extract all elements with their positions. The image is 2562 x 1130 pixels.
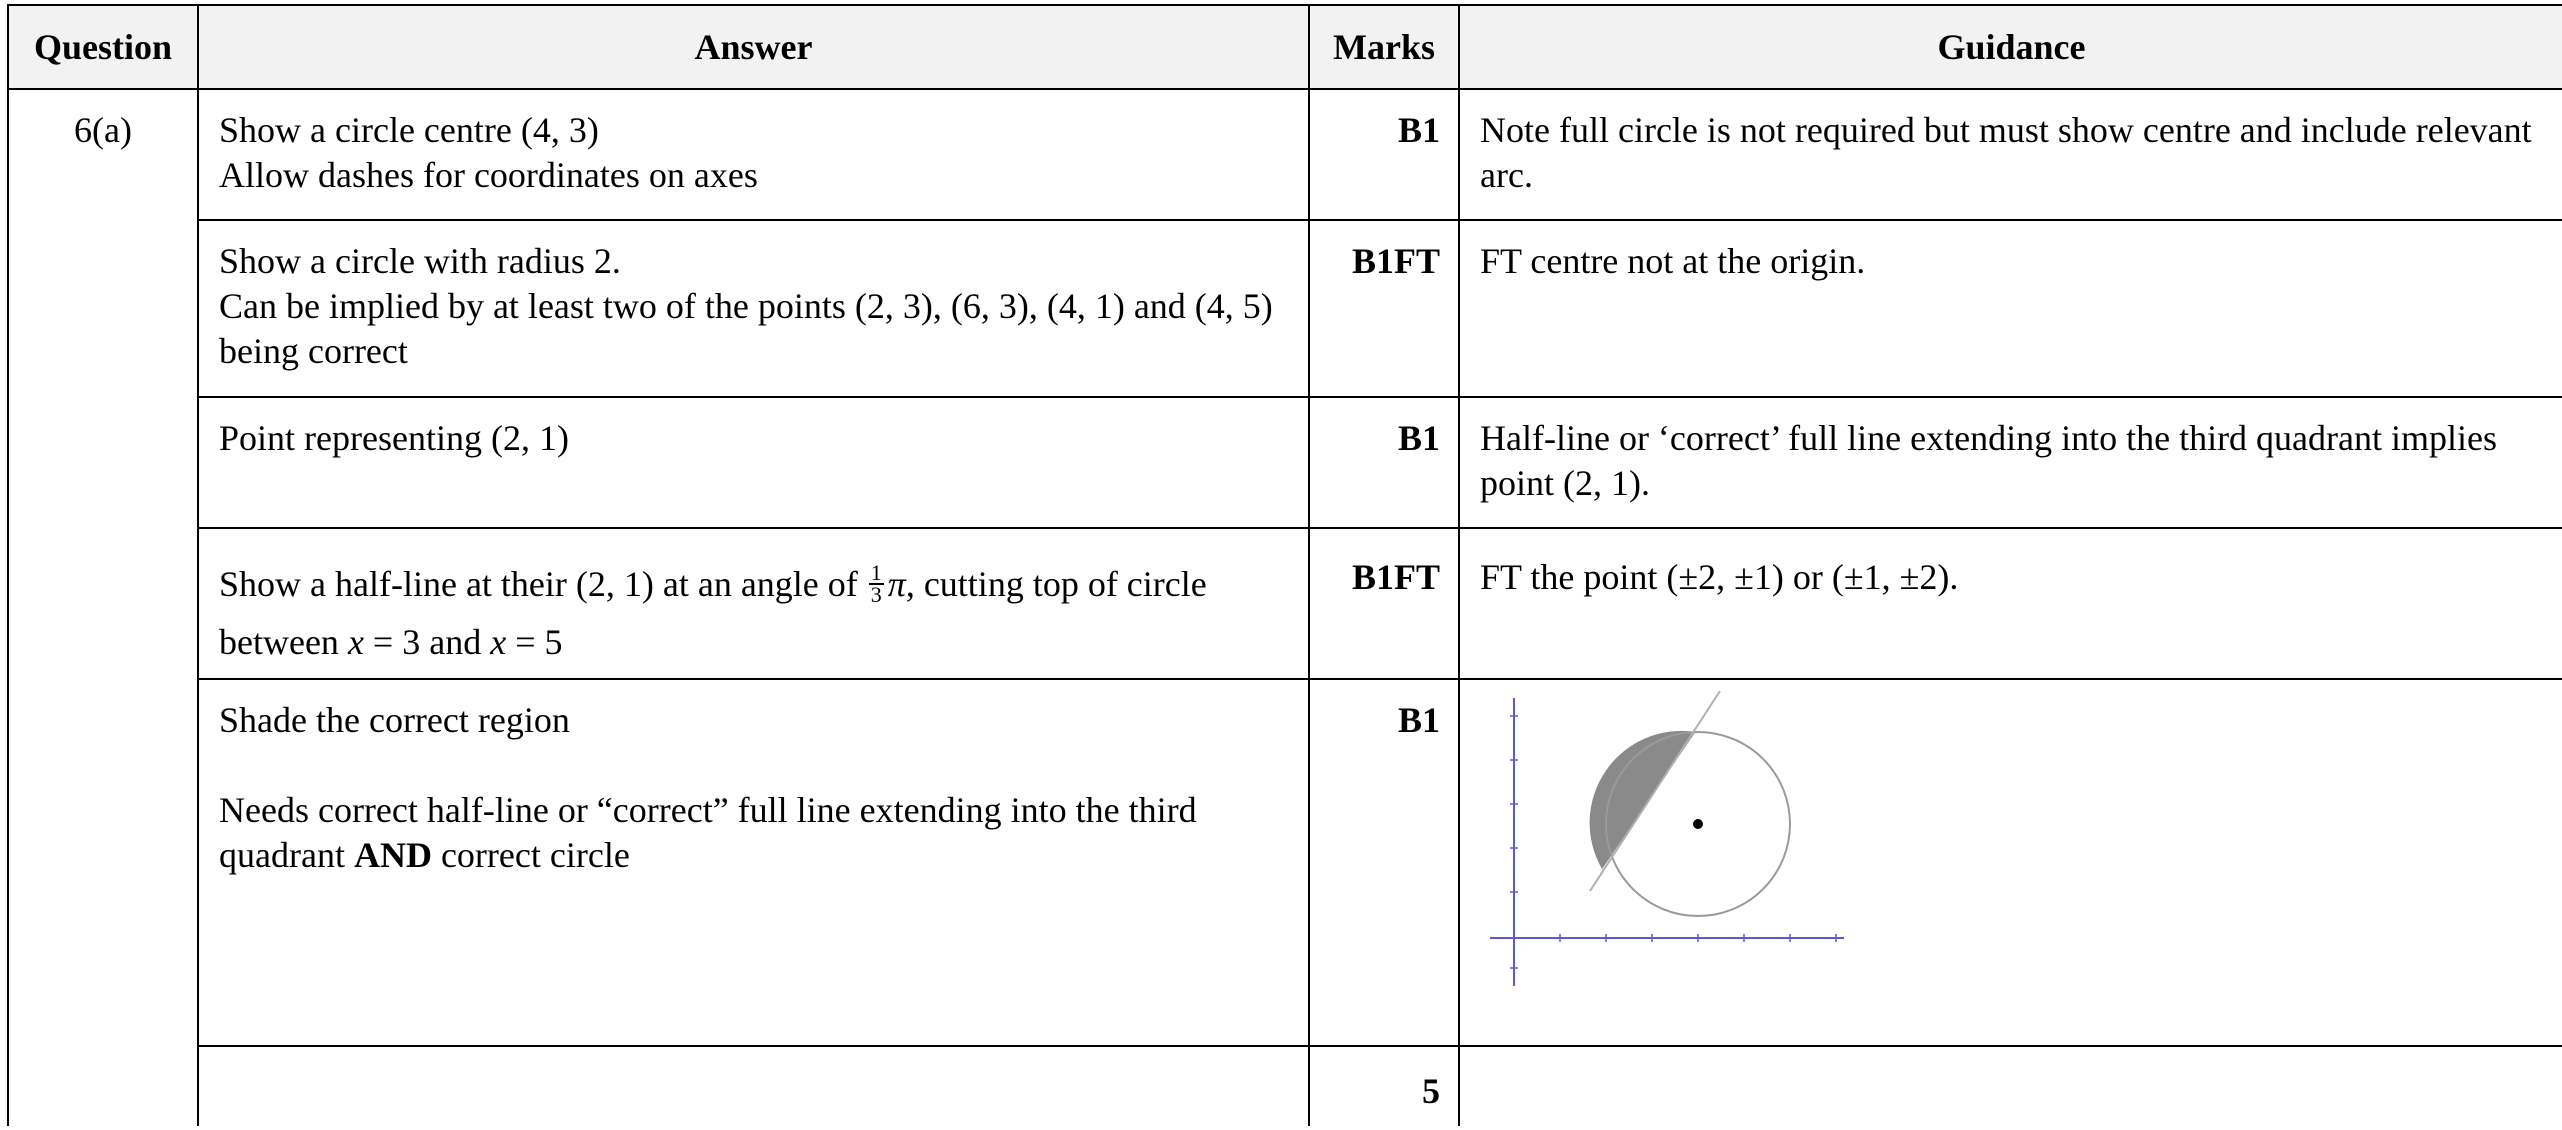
- header-row: [8, 5, 2562, 89]
- header-guidance: Guidance: [1459, 5, 2562, 89]
- total-marks: 5: [1309, 1046, 1459, 1126]
- marks-cell: B1: [1309, 679, 1459, 1046]
- fraction-one-third: $\frac{1}{3}$: [870, 559, 882, 607]
- answer-text: Can be implied by at least two of the points (2, 3), (6, 3), (4, 1) and (4, 5) being correct: [219, 286, 1273, 371]
- marks-cell: B1: [1309, 89, 1459, 220]
- question-number: 6(a): [8, 89, 198, 1126]
- answer-text: Show a circle with radius 2.: [219, 241, 621, 281]
- guidance-cell: FT centre not at the origin.: [1459, 220, 2562, 397]
- answer-cell: [198, 679, 1309, 1046]
- header-marks: Marks: [1309, 5, 1459, 89]
- table-row: [8, 89, 2562, 220]
- table-row: [8, 397, 2562, 528]
- guidance-cell: Half-line or ‘correct’ full line extending into the third quadrant implies point (2, 1).: [1459, 397, 2562, 528]
- guidance-cell-empty: [1459, 1046, 2562, 1126]
- guidance-figure-cell: [1459, 679, 2562, 1046]
- answer-cell: Show a half-line at their (2, 1) at an angle of $\frac{1}{3}$ π, cutting top of circle between x = 3 and x = 5: [198, 528, 1309, 679]
- mark-scheme-table: [7, 4, 2562, 1126]
- mark-scheme-page: [7, 4, 2562, 1130]
- marks-cell: B1FT: [1309, 528, 1459, 679]
- centre-point: [1693, 819, 1703, 829]
- answer-text: Show a circle centre (4, 3): [219, 110, 599, 150]
- guidance-cell: Note full circle is not required but must show centre and include relevant arc.: [1459, 89, 2562, 220]
- marks-cell: B1: [1309, 397, 1459, 528]
- table-row: [8, 528, 2562, 679]
- total-row: [8, 1046, 2562, 1126]
- answer-text: Shade the correct region: [219, 700, 570, 740]
- answer-cell: [198, 89, 1309, 220]
- answer-text: Allow dashes for coordinates on axes: [219, 155, 758, 195]
- answer-cell: [198, 220, 1309, 397]
- answer-cell-empty: [198, 1046, 1309, 1126]
- table-row: [8, 220, 2562, 397]
- table-row: [8, 679, 2562, 1046]
- header-question: Question: [8, 5, 198, 89]
- guidance-cell: FT the point (±2, ±1) or (±1, ±2).: [1459, 528, 2562, 679]
- header-answer: Answer: [198, 5, 1309, 89]
- shaded-circle-region-sketch: [1474, 686, 1874, 1006]
- answer-text: Point representing (2, 1): [219, 418, 569, 458]
- answer-text: Needs correct half-line or “correct” full line extending into the third quadrant AND correct circle: [219, 790, 1197, 875]
- marks-cell: B1FT: [1309, 220, 1459, 397]
- answer-cell: [198, 397, 1309, 528]
